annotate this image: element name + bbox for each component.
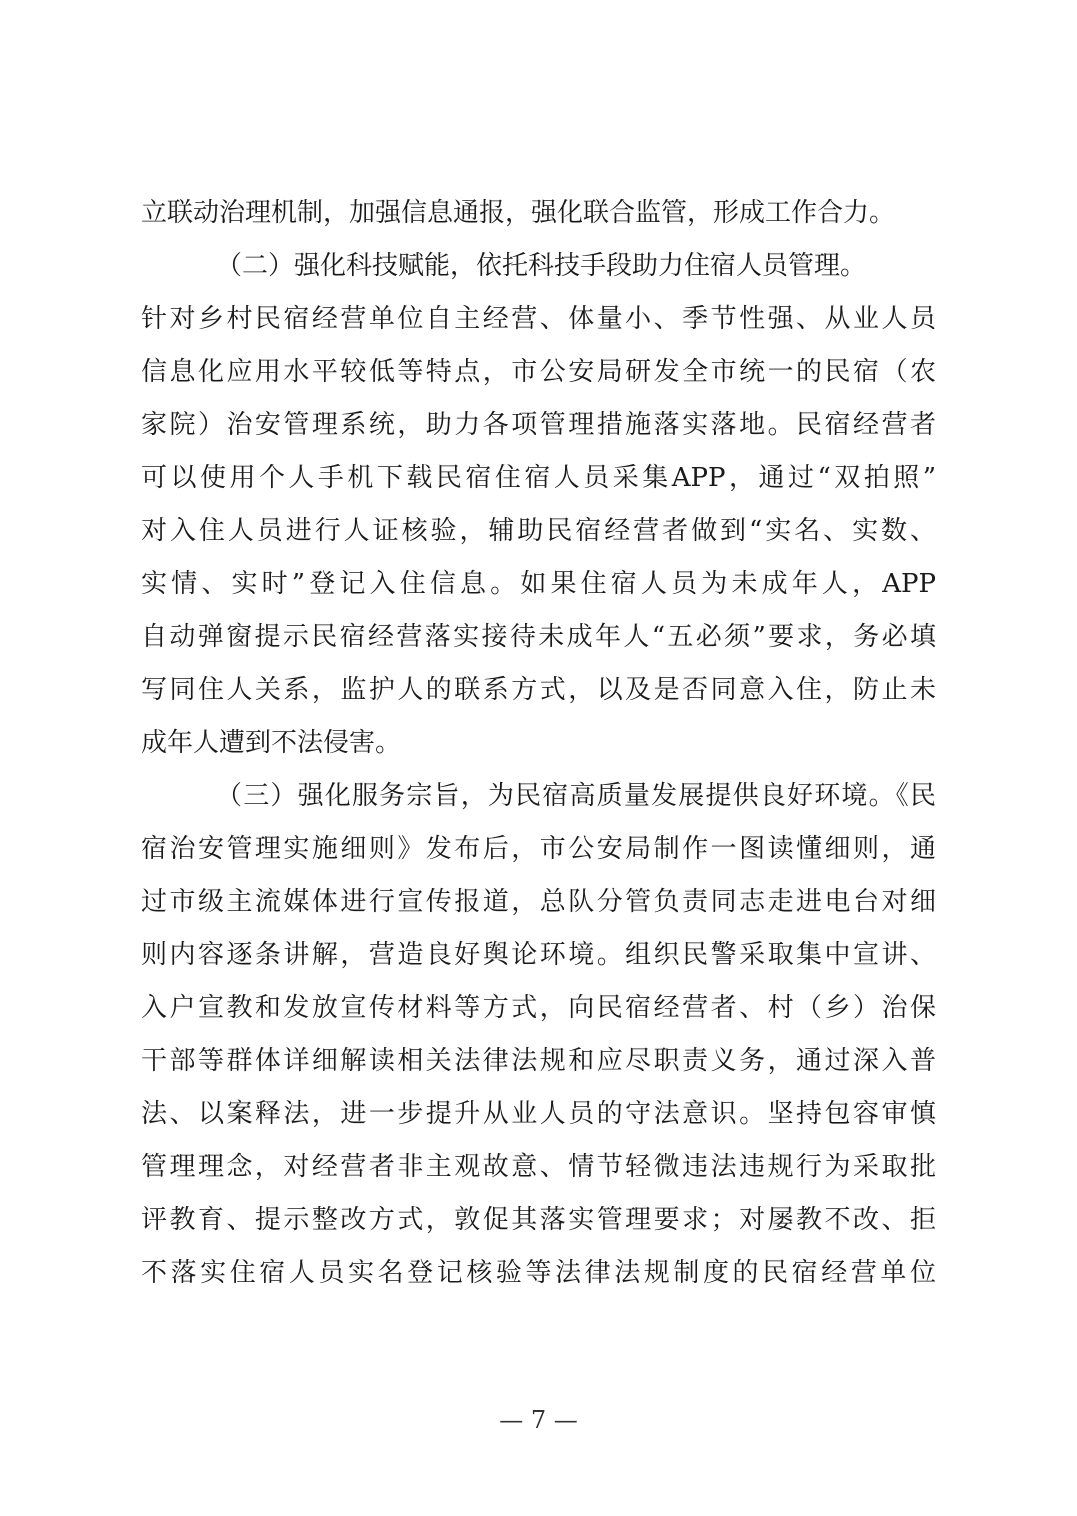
- text-line: 评教育、提示整改方式，敦促其落实管理要求；对屡教不改、拒: [141, 1205, 936, 1235]
- text-line: 自动弹窗提示民宿经营落实接待未成年人“五必须”要求，务必填: [141, 622, 936, 652]
- text-line: 干部等群体详细解读相关法律法规和应尽职责义务，通过深入普: [141, 1046, 936, 1076]
- text-line: 信息化应用水平较低等特点，市公安局研发全市统一的民宿（农: [141, 357, 936, 387]
- text-line: 实情、实时”登记入住信息。如果住宿人员为未成年人，APP: [141, 569, 936, 599]
- text-line: 管理理念，对经营者非主观故意、情节轻微违法违规行为采取批: [141, 1152, 936, 1182]
- text-line: 不落实住宿人员实名登记核验等法律法规制度的民宿经营单位: [141, 1258, 936, 1288]
- text-line: 则内容逐条讲解，营造良好舆论环境。组织民警采取集中宣讲、: [141, 940, 936, 970]
- text-line: 写同住人关系，监护人的联系方式，以及是否同意入住，防止未: [141, 675, 936, 705]
- text-line: 家院）治安管理系统，助力各项管理措施落实落地。民宿经营者: [141, 410, 936, 440]
- text-line: 入户宣教和发放宣传材料等方式，向民宿经营者、村（乡）治保: [141, 993, 936, 1023]
- text-line: 法、以案释法，进一步提升从业人员的守法意识。坚持包容审慎: [141, 1099, 936, 1129]
- text-line: 针对乡村民宿经营单位自主经营、体量小、季节性强、从业人员: [141, 304, 936, 334]
- text-line: 立联动治理机制，加强信息通报，强化联合监管，形成工作合力。: [141, 198, 896, 228]
- section-heading-3: （三）强化服务宗旨，为民宿高质量发展提供良好环境。《民: [216, 781, 936, 811]
- text-line: 过市级主流媒体进行宣传报道，总队分管负责同志走进电台对细: [141, 887, 936, 917]
- text-line: 成年人遭到不法侵害。: [141, 728, 402, 758]
- text-line: 可以使用个人手机下载民宿住宿人员采集APP，通过“双拍照”: [141, 463, 936, 493]
- page-number: — 7 —: [499, 1406, 578, 1434]
- text-line: 宿治安管理实施细则》发布后，市公安局制作一图读懂细则，通: [141, 834, 936, 864]
- section-heading-2: （二）强化科技赋能，依托科技手段助力住宿人员管理。: [216, 251, 867, 281]
- text-line: 对入住人员进行人证核验，辅助民宿经营者做到“实名、实数、: [141, 516, 936, 546]
